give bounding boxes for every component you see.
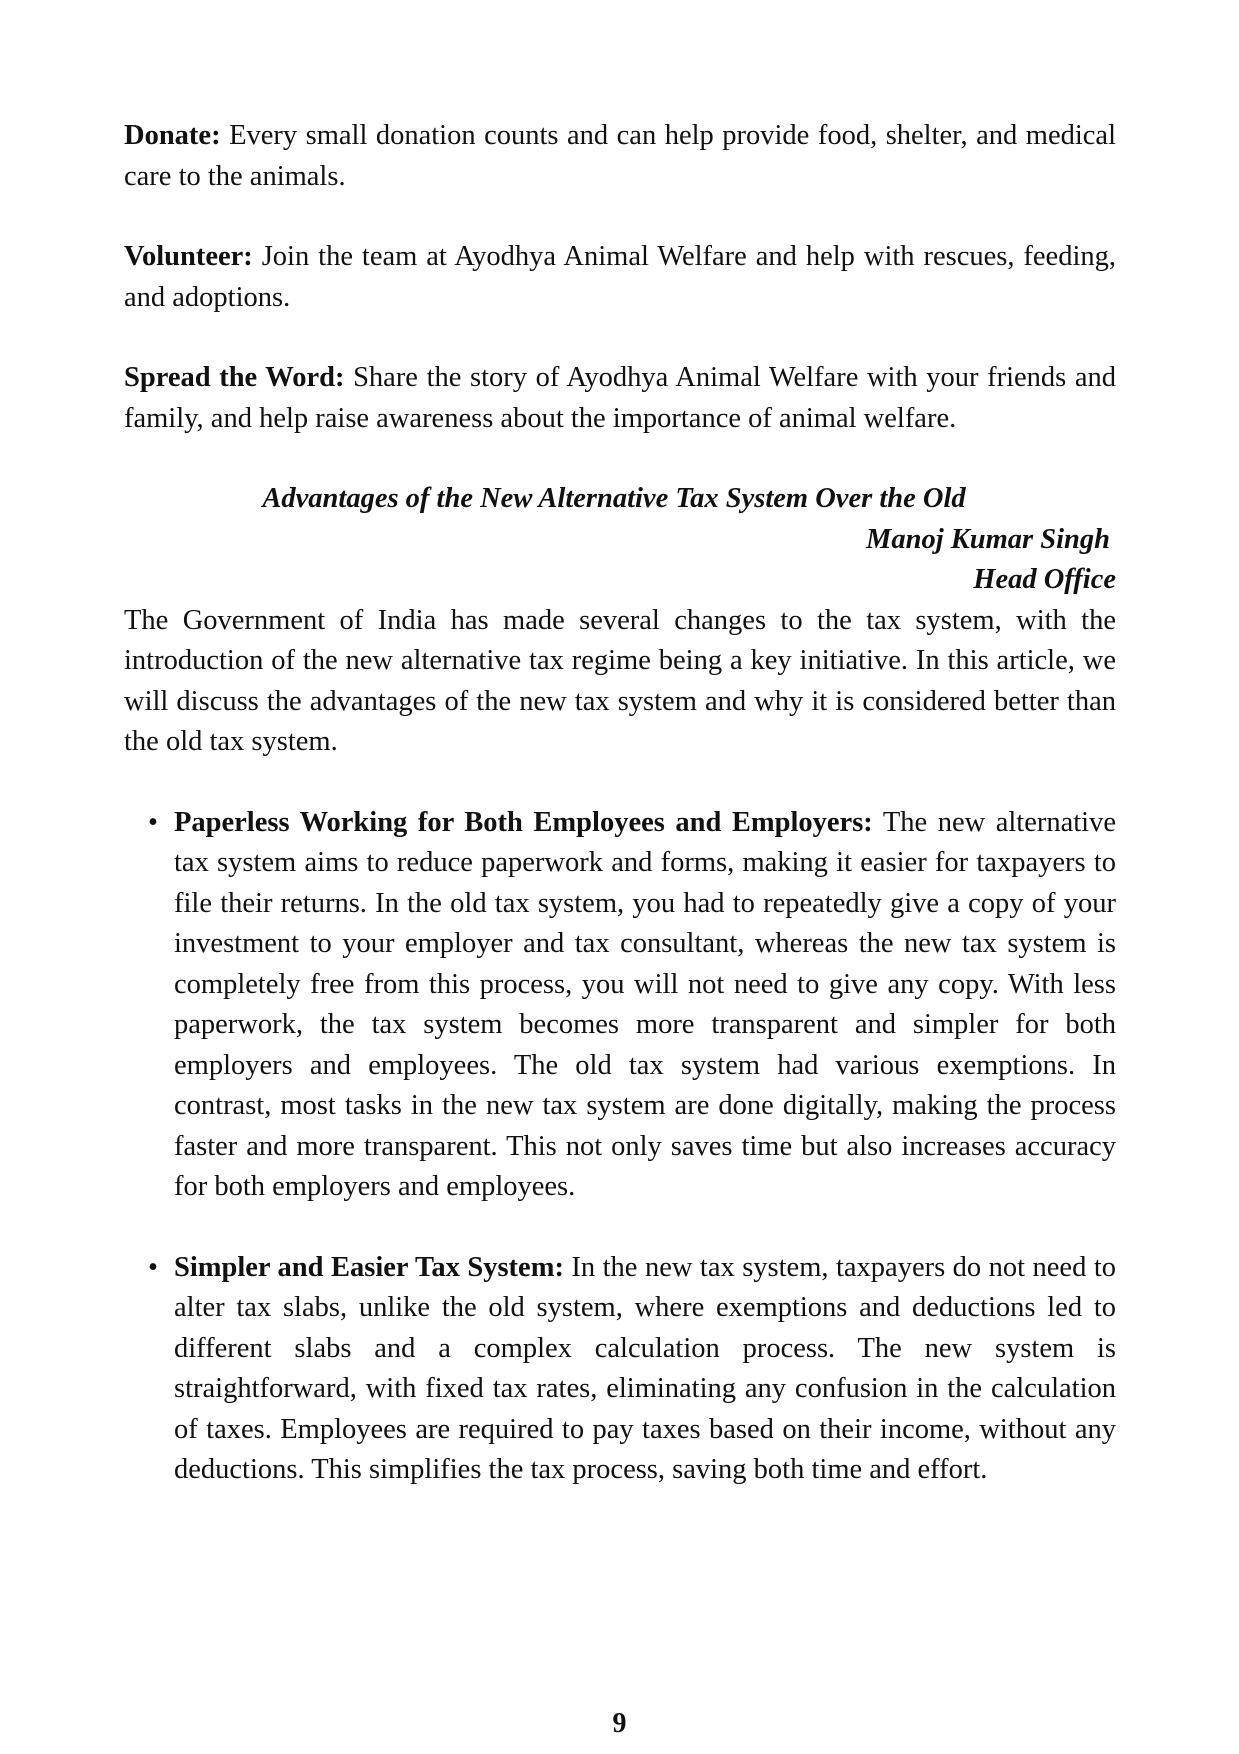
donate-label: Donate: — [124, 120, 221, 151]
article-author: Manoj Kumar Singh — [866, 523, 1110, 555]
donate-text: Every small donation counts and can help provide food, shelter, and medical care to the animals. — [124, 120, 1116, 192]
article-office: Head Office — [973, 564, 1116, 595]
advantages-list — [124, 803, 1116, 1491]
point-label: Simpler and Easier Tax System: — [174, 1251, 564, 1283]
page-content — [124, 116, 1116, 1531]
bullet-icon: • — [148, 1251, 158, 1283]
volunteer-label: Volunteer: — [124, 241, 253, 272]
volunteer-paragraph — [124, 237, 1116, 318]
spread-word-paragraph — [124, 358, 1116, 439]
article-title: Advantages of the New Alternative Tax System Over the Old — [262, 483, 966, 514]
point-label: Paperless Working for Both Employees and Employers: — [174, 806, 873, 838]
page-number: 9 — [612, 1708, 627, 1739]
bullet-icon: • — [148, 806, 158, 838]
point-text: The new alternative tax system aims to reduce paperwork and forms, making it easier for taxpayers to file their returns. In the old tax system, you had to repeatedly give a copy of your investment to your employer and tax consultant, whereas the new tax system is completely free from this process, you will not need to give any copy. With less paperwork, the tax system becomes more transparent and simpler for both employers and employees. The old tax system had various exemptions. In contrast, most tasks in the new tax system are done digitally, making the process faster and more transparent. This not only saves time but also increases accuracy for both employers and employees. — [174, 806, 1116, 1202]
point-text: In the new tax system, taxpayers do not need to alter tax slabs, unlike the old system, where exemptions and deductions led to different slabs and a complex calculation process. The new system is straightforward, with fixed tax rates, eliminating any confusion in the calculation of taxes. Employees are required to pay taxes based on their income, without any deductions. This simplifies the tax process, saving both time and effort. — [174, 1251, 1116, 1485]
article-intro: The Government of India has made several changes to the tax system, with the introduction of the new alternative tax regime being a key initiative. In this article, we will discuss the advantages of the new tax system and why it is considered better than the old tax system. — [124, 604, 1116, 757]
article-header — [124, 479, 1116, 601]
donate-paragraph — [124, 116, 1116, 197]
spread-word-label: Spread the Word: — [124, 362, 345, 393]
list-item — [124, 1248, 1116, 1491]
volunteer-text: Join the team at Ayodhya Animal Welfare and help with rescues, feeding, and adoptions. — [124, 241, 1116, 313]
spread-word-text: Share the story of Ayodhya Animal Welfare with your friends and family, and help raise awareness about the importance of animal welfare. — [124, 362, 1116, 434]
list-item — [124, 803, 1116, 1208]
